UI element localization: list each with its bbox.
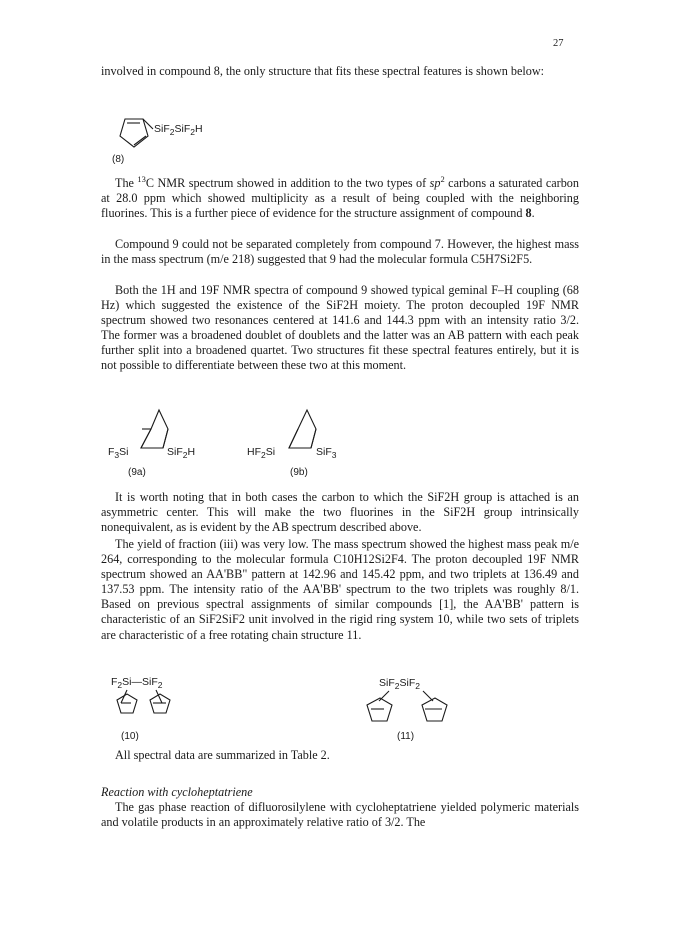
structure-9b-right: SiF$_3$ bbox=[316, 446, 337, 461]
paragraph-2: The $^{13}$C NMR spectrum showed in addition to the two types of $sp^2$ carbons a saturated carbon at 28.0 ppm which showed multiplicity as a result of being coupled with the neighboring fluorines. This is a further piece of evidence for the structure assignment of compound 8. bbox=[101, 173, 579, 221]
paragraph-1: involved in compound 8, the only structure that fits these spectral features is shown below: bbox=[101, 64, 545, 78]
structure-11-label: (11) bbox=[397, 731, 415, 742]
structure-9a-right: SiF$_2$H bbox=[167, 446, 196, 461]
paragraph-3: Compound 9 could not be separated completely from compound 7. However, the highest mass in the mass spectrum (m/e 218) suggested that 9 had the molecular formula C5H7Si2F5. bbox=[101, 237, 579, 267]
structure-10-bridge: $F_2Si—SiF_2$ bbox=[111, 676, 163, 691]
structure-8-label: (8) bbox=[112, 154, 125, 165]
structure-9a-label: (9a) bbox=[128, 467, 146, 478]
paragraph-6: The yield of fraction (iii) was very low. The mass spectrum showed the highest mass peak m/e 264, corresponding to the molecular formula C10H12Si2F4. The proton decoupled 19F NMR spectrum showed an AA'BB" pattern at 142.96 and 145.42 ppm, and two triplets at 136.49 and 137.53 ppm. The intensity ratio of the AA'BB' spectrum to the two triplets was roughly 8/1. Based on previous spectral assignments of similar compounds [1], the AA'BB' pattern is characteristic of an SiF2SiF2 unit involved in the rigid ring system 10, while two sets of triplets are characteristic of a free rotating chain structure 11. bbox=[101, 537, 579, 642]
structure-9b-left: $HF_2Si$ bbox=[247, 446, 276, 461]
structure-10-label: (10) bbox=[121, 731, 139, 742]
structure-8-substituent: SiF$_2$SiF$_2$H bbox=[154, 123, 203, 138]
paragraph-5: It is worth noting that in both cases the carbon to which the SiF2H group is attached is an asymmetric center. This will make the two fluorines in the SiF2H group intrinsically nonequivalent, as is evident by the AB spectrum described above. bbox=[101, 490, 579, 535]
structure-9b-label: (9b) bbox=[290, 467, 308, 478]
page-number: 27 bbox=[553, 38, 564, 49]
paragraph-4: Both the 1H and 19F NMR spectra of compound 9 showed typical geminal F–H coupling (68 Hz) which suggested the existence of the SiF2H moiety. The proton decoupled 19F NMR spectrum showed two resonances centered at 141.6 and 144.3 ppm with an intensity ratio 3/2. The former was a broadened doublet of doublets and the latter was an AB pattern with each peak further split into a broadened quartet. Two structures fit these spectral features entirely, but it is not possible to differentiate between these two at this moment. bbox=[101, 283, 579, 373]
structure-9a-left: $F_3Si$ bbox=[108, 446, 129, 461]
section-heading: Reaction with cycloheptatriene bbox=[101, 785, 253, 799]
paragraph-7: All spectral data are summarized in Table 2. bbox=[115, 748, 330, 762]
paragraph-8: The gas phase reaction of difluorosilylene with cycloheptatriene yielded polymeric materials and volatile products in an approximately relative ratio of 3/2. The bbox=[101, 800, 579, 830]
structure-11-chain: SiF$_2$SiF$_2$ bbox=[379, 677, 420, 692]
